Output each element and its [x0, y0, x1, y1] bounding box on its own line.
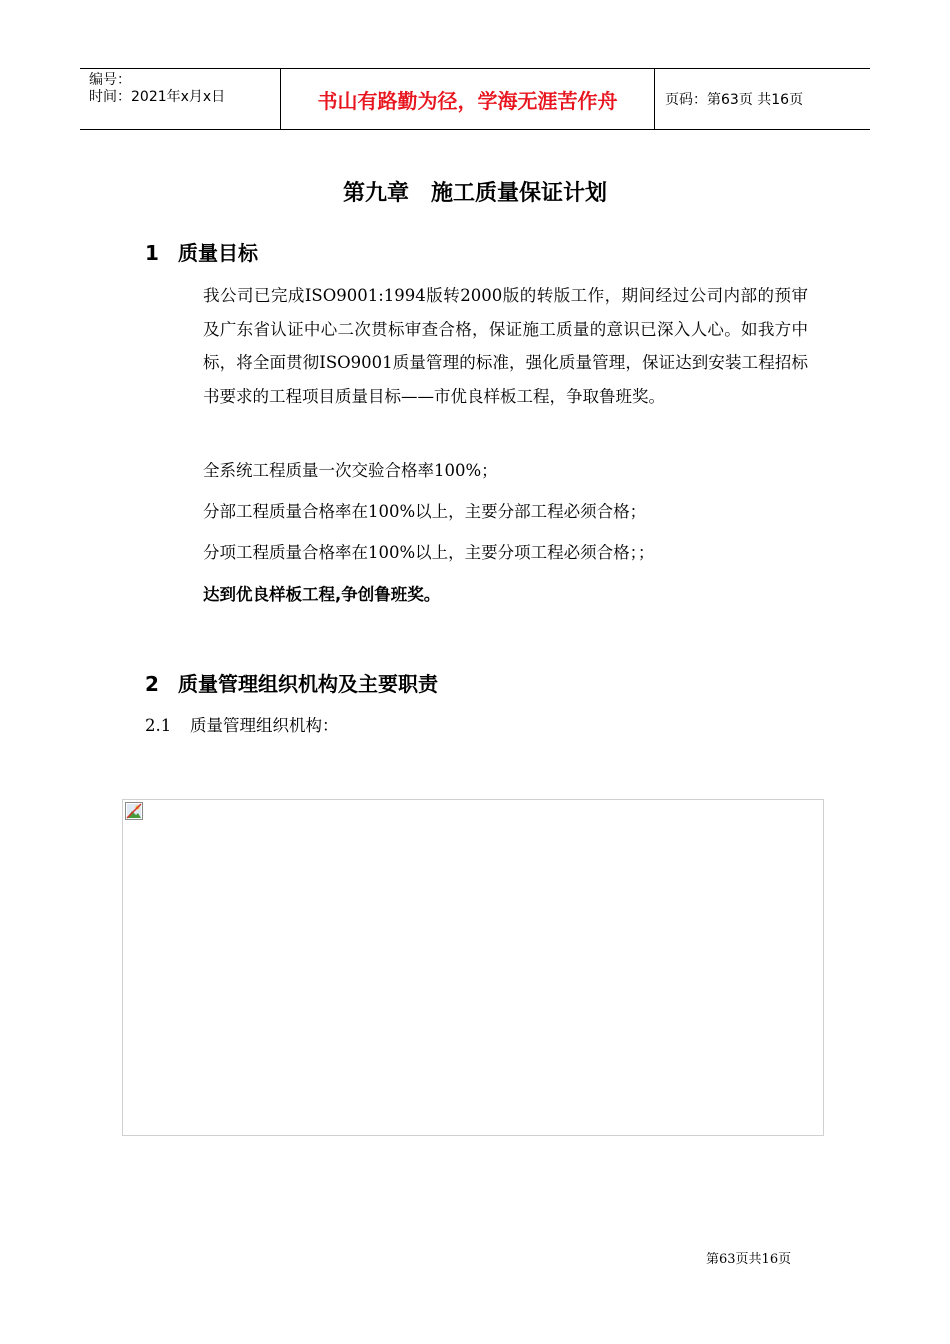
goal-line-subitem: 分项工程质量合格率在100%以上，主要分项工程必须合格；；	[203, 543, 655, 562]
header-page-info: 页码：第63页 共16页	[665, 92, 804, 108]
section-heading-organization	[145, 668, 438, 697]
broken-image-icon	[125, 802, 143, 820]
subsection-title: 质量管理组织机构：	[190, 716, 339, 735]
goal-line-award: 达到优良样板工程,争创鲁班奖。	[203, 585, 441, 604]
section-title: 质量管理组织机构及主要职责	[178, 672, 438, 696]
header-meta	[80, 69, 281, 129]
page-header	[80, 68, 870, 130]
header-number-label: 编号：	[89, 72, 131, 88]
section-title: 质量目标	[178, 241, 258, 265]
chapter-title: 第九章 施工质量保证计划	[342, 181, 607, 206]
quality-goal-paragraph: 我公司已完成ISO9001:1994版转2000版的转版工作，期间经过公司内部的预审及广东省认证中心二次贯标审查合格，保证施工质量的意识已深入人心。如我方中标，将全面贯彻ISO9001质量管理的标准，强化质量管理，保证达到安装工程招标书要求的工程项目质量目标——市优良样板工程，争取鲁班奖。	[203, 286, 808, 406]
subsection-number: 2.1	[145, 716, 172, 735]
subsection-heading-organization	[145, 714, 339, 738]
section-number: 1	[145, 241, 159, 265]
section-number: 2	[145, 672, 159, 696]
org-chart-image-placeholder	[122, 799, 824, 1136]
section-heading-quality-goal	[145, 237, 258, 266]
header-time-label: 时间：2021年x月x日	[89, 89, 226, 105]
goal-line-overall: 全系统工程质量一次交验合格率100%；	[203, 461, 498, 480]
page-footer: 第63页共16页	[706, 1252, 792, 1267]
header-motto: 书山有路勤为径，学海无涯苦作舟	[281, 69, 655, 129]
goal-line-division: 分部工程质量合格率在100%以上，主要分部工程必须合格；	[203, 502, 647, 521]
